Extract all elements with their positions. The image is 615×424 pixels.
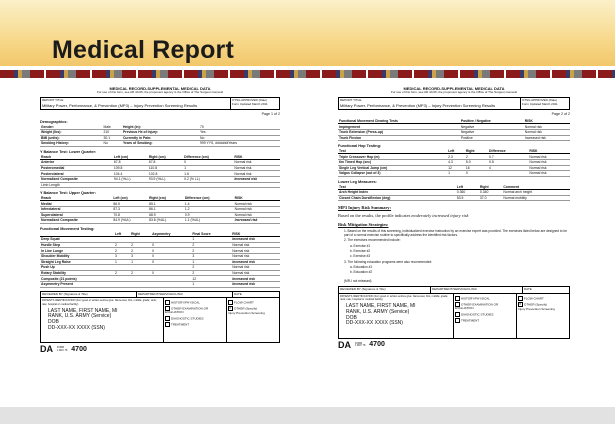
fmc-table: Functional Movement Clearing Tests Positive / Negative RISK Impingement Negative Normal risk Trunk Extension (Press-up) Negative Normal risk Trunk Flexion Positive Increased risk (338, 119, 570, 141)
ybal-upper-title: Y Balance Test: Upper Quarter: (40, 191, 96, 196)
approval-value: Form Updated March 2011 (232, 101, 268, 106)
patient-dob: DOB (48, 319, 59, 326)
patient-rank: RANK, U.S. ARMY (Service) (48, 313, 112, 320)
report-title: Military Power, Performance, & Prevention (MP3) – Injury Prevention Screening Results (42, 102, 198, 108)
checkbox[interactable] (518, 296, 523, 301)
report-title-box: REPORT TITLE Military Power, Performance, & Prevention (MP3) – Injury Prevention Screening Results OTSG APPROVED (Date) Form Updated March 2011 (338, 97, 570, 111)
form-subheader: For use of this form, see AR 40-66; the proponent agency is the Office of The Surgeon General (97, 90, 223, 94)
patient-dob: DOB (346, 314, 357, 321)
strategy-item: b. Exercise #2 (350, 249, 371, 254)
strategy-item: 3. The following education programs were also recommended: (344, 259, 432, 264)
patient-ssn: DD-XXX-XX XXXX (SSN) (346, 320, 403, 327)
lle-title: Lower Leg Measures: (338, 179, 377, 184)
patient-name: LAST NAME, FIRST NAME, MI (48, 307, 118, 314)
strategy-title: Risk Mitigation Strategies: (338, 222, 389, 228)
fmt-table: Left Right Asymmetry Final Score RISK Deep Squat 1 Increased risk Hurdle Step 2 2 0 2 Normal risk In Line Lunge 2 2 0 2 Normal risk Shoulder Mobility 3 3 0 3 Normal risk Straight Leg Raise 1 1 0 1 Increased risk Push Up 2 Normal risk Rotary Stability 2 2 0 2 Normal risk Composite (21 points) 12 Increased risk Asymmetry Present 1 Increased risk (40, 232, 280, 288)
review-row: REVIEWED BY (Signature & Title) DEPARTMENT/SERVICE/CLINIC DATE (338, 286, 570, 294)
strategy-item: 1. Based on the results of this screening, individualized exercise instruction by an exercise expert was provided. The exercises listed below are designed to be part of a normal exercise routine to specifically address the identified risk factors. (344, 228, 568, 238)
summary-title: MP3 Injury Risk Summary: (338, 205, 392, 211)
summary-text: Based on the results, the profile indicates moderately increased injury risk (338, 212, 469, 218)
slide-title: Medical Report (52, 36, 234, 64)
review-row (40, 291, 280, 299)
ybal-upper-table: Reach Left (cm) Right (cm) Difference (cm) RISK Medial 86.5 85.1 1.4 Normal risk Inferolateral 87.3 86.1 1.2 Normal risk Superolateral 70.8 68.9 0.9 Normal risk Normalized Composite 84.9 (%UL) 83.8 (%UL) 1.1 (%UL) Increased risk (40, 196, 280, 224)
dept-label: DEPARTMENT/SERVICE/CLINIC (137, 292, 233, 298)
form-header: MEDICAL RECORD-SUPPLEMENTAL MEDICAL DATA (109, 86, 211, 91)
form-id-line: DA FORM 1 MAY 78 4700 (338, 339, 385, 350)
date-label: DATE (234, 291, 242, 296)
form-subheader: For use of this form, see AR 40-66; the proponent agency is the Office of The Surgeon General (391, 90, 517, 94)
end-note: (MR-I not released) (344, 278, 372, 283)
bottom-band (0, 407, 615, 424)
checkbox[interactable] (165, 316, 170, 321)
report-page-1 (40, 86, 280, 404)
ybal-lower-title: Y Balance Test: Lower Quarter: (40, 149, 97, 154)
page-number: Page 2 of 2 (551, 112, 570, 117)
patient-id-label: PATIENTS IDENTIFICATION (For typed or written entries give: Name-last, first, middle; grade; rank; rate; hospital or medical facility) (42, 299, 157, 306)
report-title-box (40, 97, 280, 111)
checkbox[interactable] (165, 322, 170, 327)
lle-table: Test Left Right Comment Arch Height Index 0.360 0.340 Normal arch height Closed Chain Dorsiflexion (deg) 53.5 37.0 Normal mobility (338, 185, 570, 202)
approval-label: OTSG APPROVED (Date) (232, 97, 268, 102)
ybal-lower-table: Reach Left (cm) Right (cm) Difference (cm) RISK Anterior 67.8 67.8 0 Normal risk Posteromedial 109.8 110.8 1 Normal risk Posterolateral 104.4 102.8 1.6 Normal risk Normalized Composite 94.1 (%LL) 93.9 (%LL) 0.2 (% LL) Increased risk Limb Length (40, 155, 280, 189)
page-number: Page 1 of 2 (261, 112, 280, 117)
fmt-title: Functional Movement Testing: (40, 226, 95, 231)
fht-table: Test Left Right Difference RISK Triple Crossover Hop (m) 2.3 2 0.7 Normal risk 6m Timed Hop (sec) 4.3 5.0 0.5 Normal risk Single Leg Vertical Jump (cm) 12 16 4 Normal risk Valgus Collapse (out of 3) 1 0 Normal risk (338, 149, 570, 177)
patient-id-block: PATIENTS IDENTIFICATION (For typed or written entries give: Name-last, first, middle; grade; rank; rate; hospital or medical facility) LAST NAME, FIRST NAME, MI RANK, U.S. ARMY (Service) DOB DD-XXX-XX XXXX (SSN) HISTORY/PHYSICAL OTHER EXAMINATION OR EVALUATION DIAGNOSTIC STUDIES TREATMENT FLOW CHART ✕ OTHER (Specify) Injury Prevention Screening (40, 298, 280, 343)
patient-id-block: PATIENTS IDENTIFICATION (For typed or written entries give: Name-last, first, middle; grade; rank; rate; hospital or medical facility) LAST NAME, FIRST NAME, MI RANK, U.S. ARMY (Service) DOB DD-XXX-XX XXXX (SSN) HISTORY/PHYSICAL OTHER EXAMINATION OR EVALUATION DIAGNOSTIC STUDIES TREATMENT FLOW CHART ✕ OTHER (Specify) Injury Prevention Screening (338, 294, 570, 339)
form-number: 4700 (71, 345, 87, 353)
checkbox-checked[interactable]: ✕ (229, 306, 232, 311)
strategy-item: c. Exercise #3 (350, 254, 371, 259)
fht-title: Functional Hop Testing: (338, 144, 382, 149)
strategy-item: b. Education #2 (350, 270, 373, 275)
checkbox[interactable] (455, 296, 460, 301)
other-value: Injury Prevention Screening (228, 311, 265, 316)
patient-ssn: DD-XXX-XX XXXX (SSN) (48, 324, 105, 331)
reviewed-by-label: REVIEWED BY (Signature & Title) (41, 292, 137, 298)
strategy-item: a. Exercise #1 (350, 243, 371, 248)
report-title-label: REPORT TITLE (42, 97, 64, 102)
patient-name: LAST NAME, FIRST NAME, MI (346, 303, 416, 310)
patient-rank: RANK, U.S. ARMY (Service) (346, 308, 410, 315)
da-label: DA (40, 344, 53, 355)
checkbox-checked[interactable]: ✕ (519, 301, 522, 306)
checkbox[interactable] (165, 300, 170, 305)
strategy-item: a. Education #1 (350, 265, 373, 270)
form-header: MEDICAL RECORD-SUPPLEMENTAL MEDICAL DATA (403, 86, 505, 91)
checkbox[interactable] (228, 300, 233, 305)
form-id-line: DA FORM 1 MAY 78 4700 (40, 344, 87, 355)
report-page-2 (338, 86, 570, 404)
decorative-stripe (0, 70, 615, 78)
demographics-title: Demographics: (40, 119, 68, 124)
demographics-table: Gender: Male Height (in): 70 Weight (lbs): 210 Previous Hx of Injury: Yes BMI (units): 30.1 Currently in Pain: No Smoking History: No Years of Smoking: 999 YYS, #######Years (40, 124, 280, 146)
strategy-item: 2. The exercises recommended include: (344, 238, 401, 243)
checkbox[interactable] (455, 318, 460, 323)
checkbox[interactable] (455, 312, 460, 317)
